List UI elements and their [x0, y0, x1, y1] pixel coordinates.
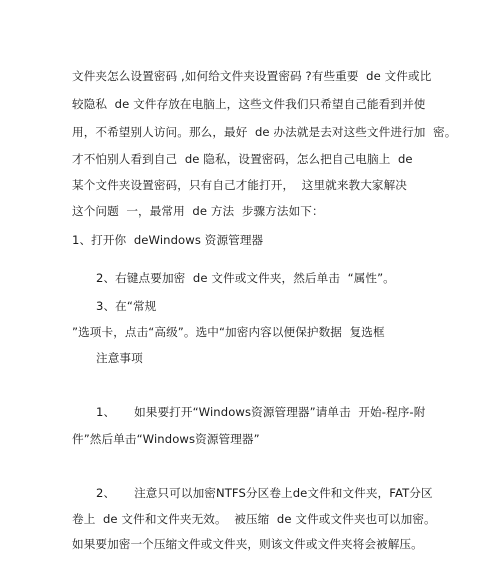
paragraph-line: 某个文件夹设置密码，只有自己才能打开， 这里就来教大家解决 [72, 178, 407, 192]
list-item-step-2: 2、右键点要加密 de 文件或文件夹，然后单击 “属性”。 [96, 271, 395, 285]
section-heading-notes: 注意事项 [96, 351, 143, 365]
list-item-step-1: 1、打开你 deWindows 资源管理器 [72, 233, 264, 247]
list-item-step-3: 3、在“常规 [96, 299, 157, 313]
note-item-1: 1、 如果要打开“Windows资源管理器”请单击 开始-程序-附 [96, 405, 426, 419]
paragraph-line: 如果要加密一个压缩文件或文件夹，则该文件或文件夹将会被解压。 [72, 537, 423, 551]
paragraph-line: 件”然后单击“Windows资源管理器” [72, 432, 260, 446]
paragraph-line: 这个问题 一，最常用 de 方法 步骤方法如下： [72, 204, 324, 218]
paragraph-line: 才不怕别人看到自己 de 隐私，设置密码，怎么把自己电脑上 de [72, 152, 413, 166]
paragraph-line: 卷上 de 文件和文件夹无效。 被压缩 de 文件或文件夹也可以加密。 [72, 512, 436, 526]
paragraph-line: ”选项卡，点击“高级”。选中“加密内容以便保护数据 复选框 [72, 325, 385, 339]
paragraph-line: 文件夹怎么设置密码 ,如何给文件夹设置密码 ?有些重要 de 文件或比 [72, 69, 432, 83]
paragraph-line: 较隐私 de 文件存放在电脑上，这些文件我们只希望自己能看到并使 [72, 97, 426, 111]
paragraph-line: 用，不希望别人访问。那么，最好 de 办法就是去对这些文件进行加 密。 [72, 125, 457, 139]
note-item-2: 2、 注意只可以加密NTFS分区卷上de文件和文件夹，FAT分区 [96, 486, 433, 500]
